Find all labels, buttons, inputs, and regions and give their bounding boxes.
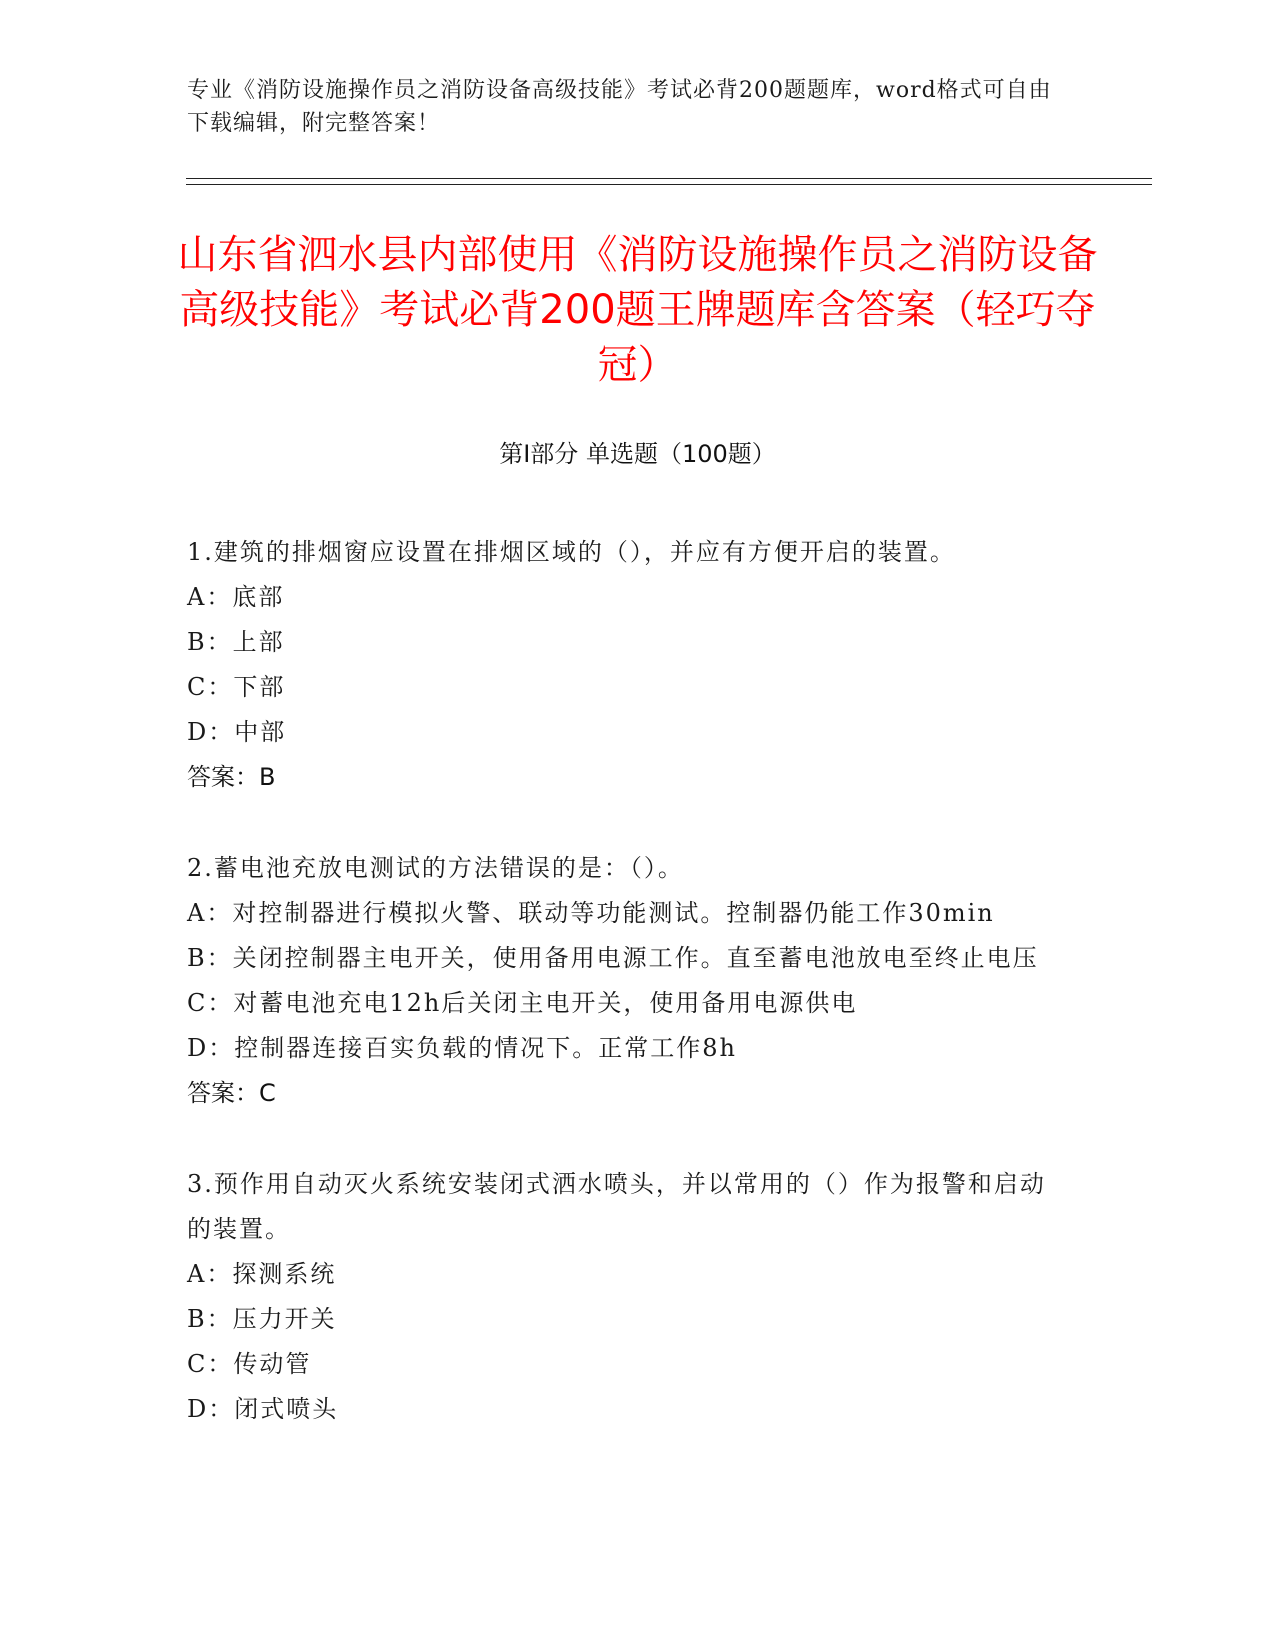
option-b: B：压力开关 <box>187 1305 337 1333</box>
answer-line: 答案：C <box>187 1079 276 1107</box>
option-c: C：下部 <box>187 673 286 701</box>
answer-line: 答案：B <box>187 763 276 791</box>
question-2 <box>187 846 1067 1116</box>
option-c: C：对蓄电池充电12h后关闭主电开关，使用备用电源供电 <box>187 989 858 1017</box>
header-divider-top <box>186 178 1152 179</box>
option-c: C：传动管 <box>187 1350 312 1378</box>
document-title: 山东省泗水县内部使用《消防设施操作员之消防设备高级技能》考试必背200题王牌题库含答案（轻巧夺冠） <box>177 232 1098 388</box>
header-divider-bottom <box>186 184 1152 185</box>
option-a: A：底部 <box>187 583 285 611</box>
question-stem: 2.蓄电池充放电测试的方法错误的是：（）。 <box>187 854 684 882</box>
option-b: B：关闭控制器主电开关，使用备用电源工作。直至蓄电池放电至终止电压 <box>187 944 1039 972</box>
header-note: 专业《消防设施操作员之消防设备高级技能》考试必背200题题库，word格式可自由下载编辑，附完整答案！ <box>187 78 1052 136</box>
question-list <box>187 530 1067 1478</box>
option-a: A：对控制器进行模拟火警、联动等功能测试。控制器仍能工作30min <box>187 899 995 927</box>
question-stem: 3.预作用自动灭火系统安装闭式洒水喷头，并以常用的（）作为报警和启动的装置。 <box>187 1170 1046 1243</box>
option-b: B：上部 <box>187 628 285 656</box>
option-a: A：探测系统 <box>187 1260 337 1288</box>
question-stem: 1.建筑的排烟窗应设置在排烟区域的（），并应有方便开启的装置。 <box>187 538 956 566</box>
question-1 <box>187 530 1067 800</box>
option-d: D：控制器连接百实负载的情况下。正常工作8h <box>187 1034 737 1062</box>
question-3 <box>187 1162 1067 1432</box>
section-heading: 第Ⅰ部分 单选题（100题） <box>499 440 776 468</box>
option-d: D：中部 <box>187 718 287 746</box>
option-d: D：闭式喷头 <box>187 1395 339 1423</box>
